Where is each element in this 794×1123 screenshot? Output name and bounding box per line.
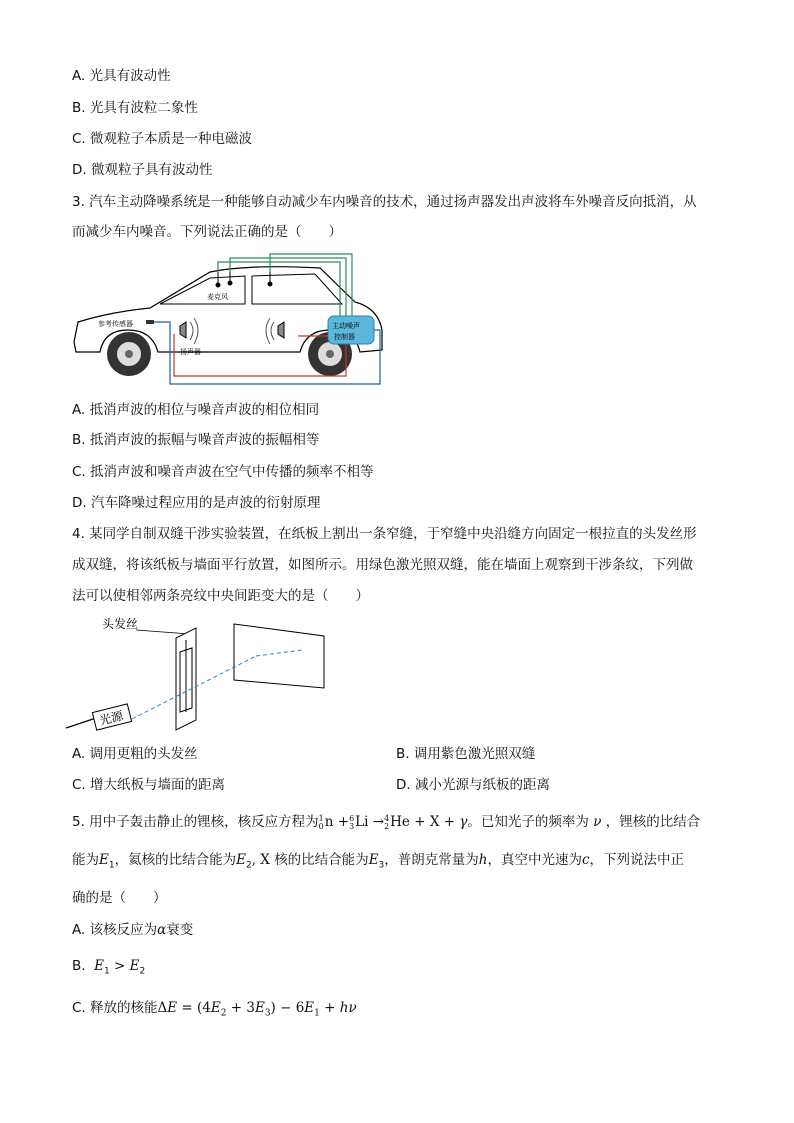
q3-option-b: B. 抵消声波的振幅与噪音声波的振幅相等 (72, 432, 320, 448)
q4-stem-line2: 成双缝，将该纸板与墙面平行放置，如图所示。用绿色激光照双缝，能在墙面上观察到干涉条纹，下列做 (72, 557, 693, 573)
q4-option-d: D. 减小光源与纸板的距离 (396, 777, 550, 793)
q4-option-c: C. 增大纸板与墙面的距离 (72, 777, 226, 793)
double-slit-figure (66, 612, 336, 736)
q2-option-b: B. 光具有波粒二象性 (72, 100, 198, 116)
wall (234, 624, 324, 688)
speaker-label: 扬声器 (180, 348, 201, 356)
q2-option-d: D. 微观粒子具有波动性 (72, 162, 213, 178)
q3-option-c: C. 抵消声波和噪音声波在空气中传播的频率不相等 (72, 464, 374, 480)
ref-sensor-label: 参考传感器 (98, 320, 133, 328)
q4-option-b: B. 调用紫色激光照双缝 (396, 746, 536, 762)
q4-stem-line3: 法可以使相邻两条亮纹中央间距变大的是（ ） (72, 588, 369, 604)
q5-option-b: B. $E_1 > E_2$ (72, 958, 146, 977)
mic-label: 麦克风 (207, 293, 228, 301)
car-noise-cancel-figure (70, 250, 390, 390)
wheel-front (107, 332, 151, 376)
hair-label: 头发丝 (102, 617, 139, 631)
svg-text:主动噪声: 主动噪声 (332, 322, 360, 330)
svg-text:控制器: 控制器 (334, 333, 355, 341)
q5-stem-line3: 确的是（ ） (72, 890, 167, 906)
q2-option-c: C. 微观粒子本质是一种电磁波 (72, 131, 253, 147)
q4-stem-line1: 4. 某同学自制双缝干涉实验装置，在纸板上割出一条窄缝，于窄缝中央沿缝方向固定一根拉直的头发丝形 (72, 526, 697, 542)
svg-text:光源: 光源 (97, 708, 125, 728)
q5-stem-line2: 能为$E_1$，氦核的比结合能为$E_2$, X 核的比结合能为$E_3$，普朗克常量为h，真空中光速为c，下列说法中正 (72, 852, 685, 871)
q3-stem-line1: 3. 汽车主动降噪系统是一种能够自动减少车内噪音的技术，通过扬声器发出声波将车外噪音反向抵消，从 (72, 194, 697, 210)
q5-option-c: C. 释放的核能$\Delta E = (4E_2 + 3E_3) - 6E_1 + h\nu$ (72, 1000, 357, 1019)
q4-option-a: A. 调用更粗的头发丝 (72, 746, 198, 762)
q3-option-d: D. 汽车降噪过程应用的是声波的衍射原理 (72, 495, 321, 511)
q3-stem-line2: 而减少车内噪音。下列说法正确的是（ ） (72, 224, 342, 240)
q3-option-a: A. 抵消声波的相位与噪音声波的相位相同 (72, 402, 320, 418)
q5-option-a: A. 该核反应为α衰变 (72, 922, 194, 938)
q2-option-a: A. 光具有波动性 (72, 68, 171, 84)
q5-stem-line1: 5. 用中子轰击静止的锂核，核反应方程为 1 0 n + 6 3 Li → 4 2 He + X + γ。已知光子的频率为 ν ，锂核的比结合 (72, 813, 701, 831)
